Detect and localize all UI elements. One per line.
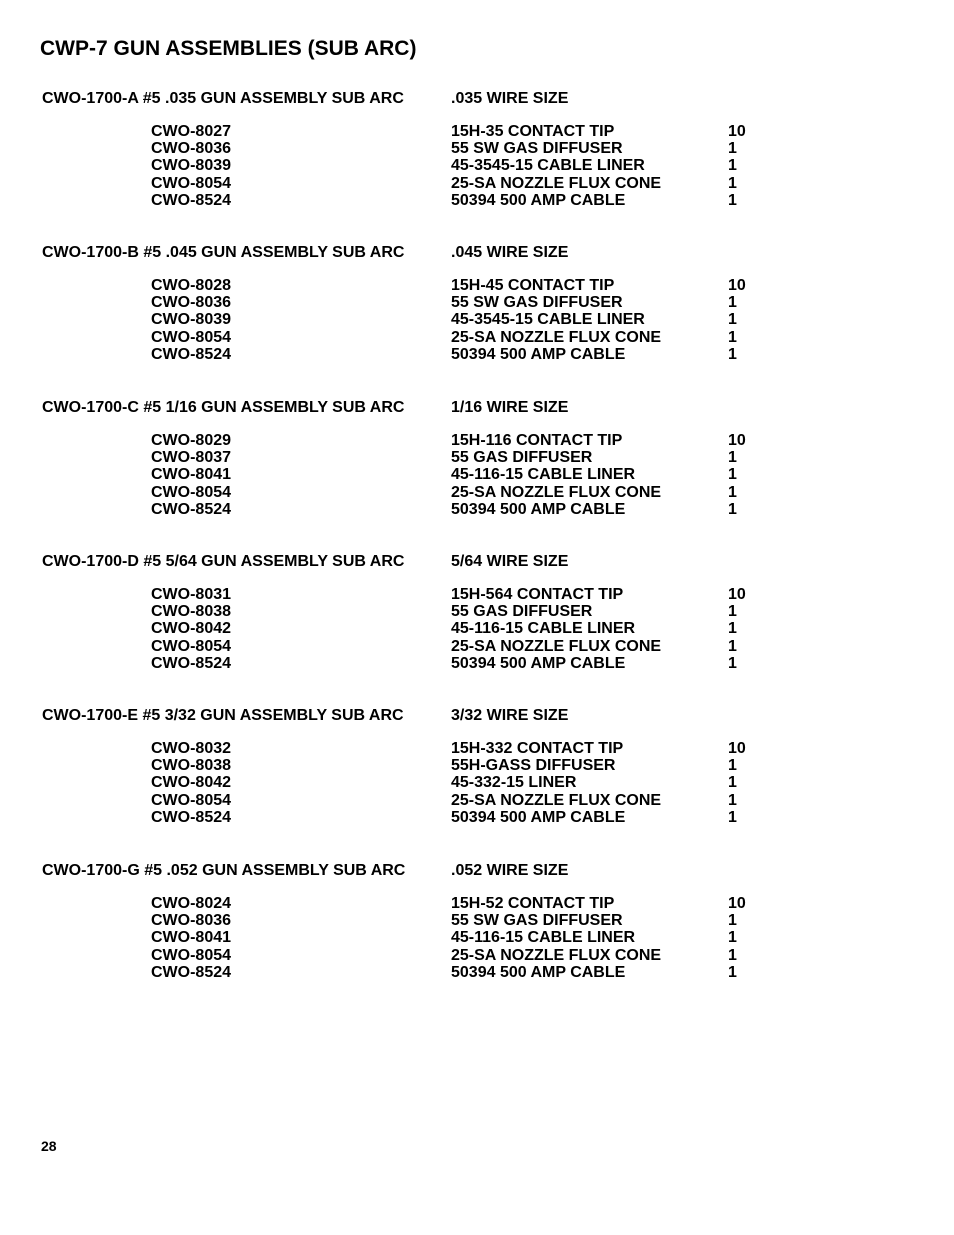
part-description: 45-116-15 CABLE LINER — [451, 620, 636, 638]
part-row — [0, 929, 954, 946]
part-row — [0, 466, 954, 483]
part-number: CWO-8041 — [151, 929, 232, 947]
part-quantity: 1 — [728, 946, 737, 964]
assembly-wire-size: .035 WIRE SIZE — [451, 90, 569, 107]
part-quantity: 1 — [728, 449, 737, 467]
part-description: 25-SA NOZZLE FLUX CONE — [451, 328, 662, 346]
part-number: CWO-8039 — [151, 311, 232, 329]
part-description: 25-SA NOZZLE FLUX CONE — [451, 483, 662, 501]
part-number: CWO-8036 — [151, 912, 232, 930]
part-quantity: 1 — [728, 483, 737, 501]
part-number: CWO-8054 — [151, 328, 232, 346]
part-row — [0, 947, 954, 964]
assembly-wire-size: 1/16 WIRE SIZE — [451, 399, 569, 416]
part-quantity: 10 — [728, 586, 746, 603]
part-description: 45-3545-15 CABLE LINER — [451, 311, 645, 329]
part-row — [0, 432, 954, 449]
part-quantity: 1 — [728, 808, 737, 826]
part-row — [0, 123, 954, 140]
part-number: CWO-8038 — [151, 603, 232, 621]
part-row — [0, 294, 954, 311]
part-number: CWO-8054 — [151, 946, 232, 964]
part-number: CWO-8524 — [151, 963, 232, 981]
part-description: 25-SA NOZZLE FLUX CONE — [451, 637, 662, 655]
part-quantity: 1 — [728, 620, 737, 638]
page-number: 28 — [41, 1138, 57, 1154]
part-description: 55 GAS DIFFUSER — [451, 603, 593, 621]
part-quantity: 1 — [728, 774, 737, 792]
part-number: CWO-8039 — [151, 157, 232, 175]
part-row — [0, 586, 954, 603]
part-number: CWO-8054 — [151, 791, 232, 809]
parts-list — [0, 123, 954, 209]
part-description: 45-116-15 CABLE LINER — [451, 929, 636, 947]
part-row — [0, 329, 954, 346]
part-description: 50394 500 AMP CABLE — [451, 808, 626, 826]
assembly-wire-size: 5/64 WIRE SIZE — [451, 553, 569, 570]
part-number: CWO-8036 — [151, 140, 232, 158]
assembly-header — [0, 89, 954, 109]
assembly-header — [0, 552, 954, 572]
part-row — [0, 912, 954, 929]
part-description: 15H-52 CONTACT TIP — [451, 895, 615, 912]
part-quantity: 1 — [728, 328, 737, 346]
assembly-header — [0, 243, 954, 263]
part-quantity: 10 — [728, 895, 746, 912]
part-row — [0, 277, 954, 294]
part-number: CWO-8524 — [151, 345, 232, 363]
part-quantity: 1 — [728, 791, 737, 809]
parts-list — [0, 586, 954, 672]
part-number: CWO-8029 — [151, 432, 232, 449]
part-description: 15H-45 CONTACT TIP — [451, 277, 615, 294]
part-description: 50394 500 AMP CABLE — [451, 500, 626, 518]
part-row — [0, 484, 954, 501]
assembly-name: CWO-1700-C #5 1/16 GUN ASSEMBLY SUB ARC — [42, 399, 405, 416]
assembly-section — [0, 398, 954, 518]
part-quantity: 1 — [728, 140, 737, 158]
part-row — [0, 311, 954, 328]
part-number: CWO-8054 — [151, 637, 232, 655]
part-row — [0, 603, 954, 620]
part-description: 25-SA NOZZLE FLUX CONE — [451, 174, 662, 192]
part-number: CWO-8524 — [151, 808, 232, 826]
part-description: 55 SW GAS DIFFUSER — [451, 294, 623, 312]
assembly-name: CWO-1700-D #5 5/64 GUN ASSEMBLY SUB ARC — [42, 553, 405, 570]
assembly-section — [0, 89, 954, 209]
parts-list — [0, 895, 954, 981]
part-number: CWO-8524 — [151, 654, 232, 672]
part-quantity: 10 — [728, 740, 746, 757]
parts-list — [0, 740, 954, 826]
parts-list — [0, 432, 954, 518]
part-number: CWO-8042 — [151, 774, 232, 792]
part-description: 25-SA NOZZLE FLUX CONE — [451, 946, 662, 964]
part-row — [0, 895, 954, 912]
assembly-header — [0, 706, 954, 726]
part-row — [0, 157, 954, 174]
part-quantity: 1 — [728, 603, 737, 621]
part-description: 45-332-15 LINER — [451, 774, 577, 792]
part-quantity: 1 — [728, 157, 737, 175]
part-number: CWO-8042 — [151, 620, 232, 638]
part-row — [0, 140, 954, 157]
part-description: 55 SW GAS DIFFUSER — [451, 140, 623, 158]
part-row — [0, 175, 954, 192]
part-number: CWO-8037 — [151, 449, 232, 467]
part-description: 50394 500 AMP CABLE — [451, 345, 626, 363]
assembly-name: CWO-1700-G #5 .052 GUN ASSEMBLY SUB ARC — [42, 862, 406, 879]
part-description: 15H-564 CONTACT TIP — [451, 586, 624, 603]
part-row — [0, 792, 954, 809]
part-quantity: 1 — [728, 466, 737, 484]
part-description: 25-SA NOZZLE FLUX CONE — [451, 791, 662, 809]
part-number: CWO-8028 — [151, 277, 232, 294]
part-description: 15H-116 CONTACT TIP — [451, 432, 623, 449]
part-description: 15H-35 CONTACT TIP — [451, 123, 615, 140]
part-number: CWO-8041 — [151, 466, 232, 484]
part-row — [0, 757, 954, 774]
part-quantity: 1 — [728, 345, 737, 363]
part-quantity: 1 — [728, 294, 737, 312]
assembly-name: CWO-1700-B #5 .045 GUN ASSEMBLY SUB ARC — [42, 244, 405, 261]
part-description: 15H-332 CONTACT TIP — [451, 740, 624, 757]
parts-list — [0, 277, 954, 363]
part-number: CWO-8031 — [151, 586, 232, 603]
assembly-wire-size: .045 WIRE SIZE — [451, 244, 569, 261]
part-number: CWO-8054 — [151, 174, 232, 192]
part-quantity: 10 — [728, 123, 746, 140]
part-description: 55 GAS DIFFUSER — [451, 449, 593, 467]
part-description: 50394 500 AMP CABLE — [451, 191, 626, 209]
part-quantity: 1 — [728, 963, 737, 981]
part-quantity: 1 — [728, 311, 737, 329]
assembly-section — [0, 861, 954, 981]
part-row — [0, 964, 954, 981]
assembly-name: CWO-1700-E #5 3/32 GUN ASSEMBLY SUB ARC — [42, 707, 404, 724]
part-description: 50394 500 AMP CABLE — [451, 654, 626, 672]
part-number: CWO-8032 — [151, 740, 232, 757]
part-row — [0, 501, 954, 518]
part-row — [0, 346, 954, 363]
assembly-header — [0, 398, 954, 418]
part-quantity: 10 — [728, 432, 746, 449]
part-number: CWO-8024 — [151, 895, 232, 912]
part-row — [0, 740, 954, 757]
part-description: 55H-GASS DIFFUSER — [451, 757, 616, 775]
assembly-name: CWO-1700-A #5 .035 GUN ASSEMBLY SUB ARC — [42, 90, 404, 107]
part-number: CWO-8054 — [151, 483, 232, 501]
part-description: 55 SW GAS DIFFUSER — [451, 912, 623, 930]
assembly-section — [0, 243, 954, 363]
part-quantity: 10 — [728, 277, 746, 294]
part-row — [0, 449, 954, 466]
part-quantity: 1 — [728, 500, 737, 518]
assembly-header — [0, 861, 954, 881]
part-number: CWO-8524 — [151, 191, 232, 209]
assembly-wire-size: .052 WIRE SIZE — [451, 862, 569, 879]
part-quantity: 1 — [728, 654, 737, 672]
part-quantity: 1 — [728, 191, 737, 209]
part-description: 45-116-15 CABLE LINER — [451, 466, 636, 484]
assembly-section — [0, 552, 954, 672]
part-quantity: 1 — [728, 757, 737, 775]
assembly-section — [0, 706, 954, 826]
part-row — [0, 774, 954, 791]
part-quantity: 1 — [728, 912, 737, 930]
part-row — [0, 192, 954, 209]
part-number: CWO-8038 — [151, 757, 232, 775]
part-number: CWO-8036 — [151, 294, 232, 312]
part-description: 45-3545-15 CABLE LINER — [451, 157, 645, 175]
assembly-wire-size: 3/32 WIRE SIZE — [451, 707, 569, 724]
part-row — [0, 809, 954, 826]
part-quantity: 1 — [728, 174, 737, 192]
part-row — [0, 655, 954, 672]
part-number: CWO-8027 — [151, 123, 232, 140]
part-quantity: 1 — [728, 929, 737, 947]
part-description: 50394 500 AMP CABLE — [451, 963, 626, 981]
page-title: CWP-7 GUN ASSEMBLIES (SUB ARC) — [40, 37, 417, 60]
part-quantity: 1 — [728, 637, 737, 655]
part-number: CWO-8524 — [151, 500, 232, 518]
part-row — [0, 620, 954, 637]
part-row — [0, 638, 954, 655]
